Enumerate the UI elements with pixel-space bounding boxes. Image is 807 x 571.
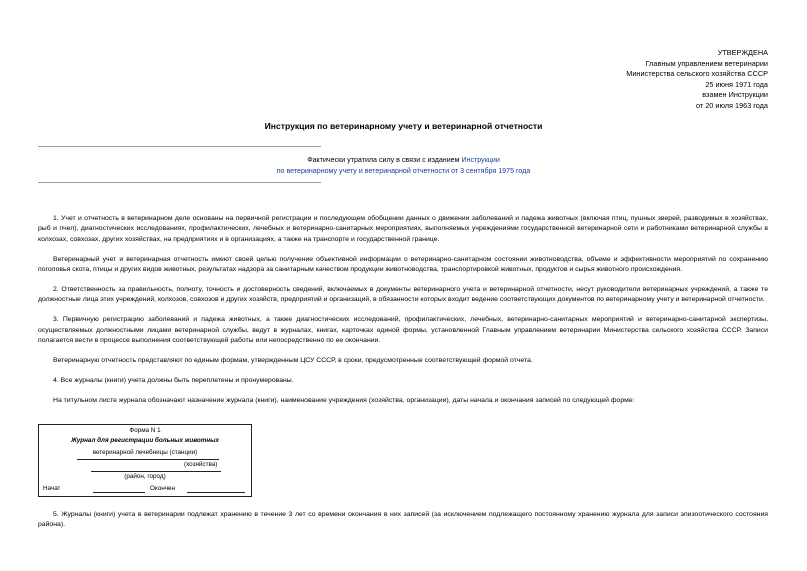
document-body [38, 214, 768, 416]
clinic-label: ветеринарной лечебницы (станции) [92, 449, 198, 456]
approval-line: Главным управлением ветеринарии [645, 58, 768, 68]
paragraph: Ветеринарную отчетность представляют по единым формам, утвержденным ЦСУ СССР, в сроки, предусмотренные соответствующей формой отчета. [53, 357, 533, 365]
paragraph: 5. Журналы (книги) учета в ветеринарии подлежат хранению в течение 3 лет со времени окончания в них записей (за исключением подлежащего постоянному хранению журнала для записи эпизоотического состояния района). [38, 511, 768, 529]
approval-line: от 20 июля 1963 года [695, 100, 768, 110]
journal-title: Журнал для регистрации больных животных [70, 437, 220, 444]
approval-line: взамен Инструкции [702, 90, 768, 99]
paragraph: 1. Учет и отчетность в ветеринарном деле основаны на первичной регистрации и последующем обобщении данных о движении заболеваний и падежа животных (включая птиц, пушных зверей, разводимых в хозяйствах, рыб и пчел), диагностических исследованиях, профилактических, лечебных и ветеринарно-санитарных мероприятиях, выполняемых учреждениями государственной ветеринарной сети и работниками ветеринарной службы в колхозах, совхозах, других хозяйствах, на предприятиях и в организациях, а также на транспорте и государственной границе. [38, 215, 768, 243]
approval-line: УТВЕРЖДЕНА [717, 48, 768, 57]
document-title: Инструкция по ветеринарному учету и ветеринарной отчетности [264, 121, 543, 131]
end-label: Окончен [150, 485, 175, 492]
approval-line: 25 июня 1971 года [705, 79, 768, 89]
status-note-prefix: Фактически утратила силу в связи с изданием [307, 156, 462, 164]
paragraph: На титульном листе журнала обозначают назначение журнала (книги), наименование учреждения (хозяйства, организации), даты начала и окончания записей по следующей форме: [53, 397, 635, 405]
farm-label: (хозяйства) [184, 461, 218, 468]
approval-block [626, 48, 768, 111]
divider [38, 182, 321, 183]
document-body-continued [38, 510, 768, 531]
divider [38, 146, 321, 147]
approval-line: Министерства сельского хозяйства СССР [626, 69, 768, 78]
district-label: (район, город) [124, 473, 166, 480]
fill-line [93, 492, 145, 493]
status-note-link[interactable]: Инструкции [461, 156, 500, 164]
form-number: Форма N 1 [129, 427, 161, 434]
status-note-line-1 [0, 155, 807, 166]
paragraph: 2. Ответственность за правильность, полноту, точность и достоверность сведений, включаемых в документы ветеринарного учета и ветеринарной отчетности, несут руководители ветеринарных учреждений, а также те должностные лица этих учреждений, колхозов, совхозов и других хозяйств, предприятий и организаций, в обязанности которых входит ведение соответствующих документов по ветеринарному учету и ветеринарной отчетности. [38, 286, 768, 304]
paragraph: 4. Все журналы (книги) учета должны быть переплетены и пронумерованы. [53, 377, 294, 385]
paragraph: Ветеринарный учет и ветеринарная отчетность имеют своей целью получение объективной информации о ветеринарно-санитарном состоянии животноводства, объеме и эффективности мероприятий по сохранению поголовья скота, птицы и других видов животных, результатах надзора за санитарным качеством продукции животноводства, транспортировкой животных, продуктов и сырья животного происхождения. [38, 255, 768, 273]
paragraph: 3. Первичную регистрацию заболеваний и падежа животных, а также диагностических исследований, профилактических, лечебных, ветеринарно-санитарных мероприятий и ветеринарно-санитарной экспертизы, осуществляемых должностными лицами ветеринарной службы, ведут в журналах, книгах, карточках единой формы, установленной Главным управлением ветеринарии Министерства сельского хозяйства СССР. Записи полагается вести в процессе выполнения соответствующей работы или непосредственно по ее окончании. [38, 316, 768, 345]
status-note-link[interactable]: по ветеринарному учету и ветеринарной отчетности от 3 сентября 1975 года [276, 166, 531, 175]
start-label: Начат [43, 485, 61, 492]
status-note-line-2 [0, 166, 807, 177]
status-note [0, 155, 807, 176]
fill-line [187, 492, 245, 493]
form-sample-table [38, 424, 252, 497]
